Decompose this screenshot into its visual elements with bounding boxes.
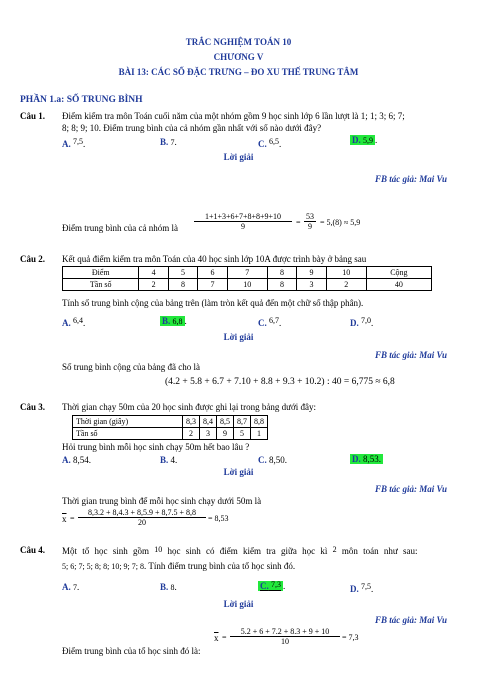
q1-fraction: $\frac{1+1+3+6+7+8+8+9+10}{9}$	[194, 212, 292, 231]
q3-solution-heading: Lời giải	[223, 467, 254, 477]
q1-option-a[interactable]: A. 7,5.	[62, 137, 86, 149]
q1-text-line1: Điểm kiểm tra môn Toán cuối năm của một nhóm gồm 9 học sinh lớp 6 lần lượt là 1; 1; 3; 6; 7;	[62, 111, 405, 121]
q2-text-line1: Kết quả điểm kiểm tra môn Toán của 40 học sinh lớp 10A được trình bày ở bảng sau	[62, 254, 367, 264]
q4-text-line1: Một tổ học sinh gồm 10 học sinh có điểm kiểm tra giữa học kì 2 môn toán như sau:	[62, 545, 418, 556]
q4-solution-text: Điểm trung bình của tổ học sinh đó là:	[62, 646, 201, 656]
q1-author: FB tác giả: Mai Vu	[374, 174, 447, 184]
q2-option-c[interactable]: C. 6,7.	[258, 316, 282, 328]
q4-option-b[interactable]: B. 8.	[160, 582, 177, 592]
chapter-title: CHƯƠNG V	[213, 52, 264, 62]
q2-score-table	[62, 266, 432, 291]
q4-option-a[interactable]: A. 7.	[62, 582, 80, 592]
q3-solution-text: Thời gian trung bình để mỗi học sinh chạy dưới 50m là	[62, 496, 262, 506]
q4-text-line2: 5; 6; 7; 5; 8; 8; 10; 9; 7; 8. Tính điểm trung bình của tổ học sinh đó.	[62, 561, 296, 571]
q1-option-b[interactable]: B. 7.	[160, 137, 177, 147]
doc-title: TRẮC NGHIỆM TOÁN 10	[185, 37, 292, 47]
q2-table-row-score: Điểm 4 5 6 7 8 9 10 Cộng	[63, 267, 432, 279]
q3-table-row-frequency: Tần số 2 3 9 5 1	[73, 428, 268, 440]
q4-author: FB tác giả: Mai Vu	[374, 615, 447, 625]
q4-label: Câu 4.	[20, 545, 46, 555]
q1-option-d-correct[interactable]: D. 5,9 .	[352, 135, 378, 145]
q3-result: = 8,53	[208, 514, 229, 523]
q1-result: = 5,(8) ≈ 5,9	[320, 218, 361, 227]
q4-option-d[interactable]: D. 7,5.	[350, 582, 374, 594]
q1-label: Câu 1.	[20, 111, 46, 121]
q2-solution-heading: Lời giải	[223, 332, 254, 342]
q2-label: Câu 2.	[20, 254, 46, 264]
q3-author: FB tác giả: Mai Vu	[374, 484, 447, 494]
q2-solution-formula: (4.2 + 5.8 + 6.7 + 7.10 + 8.8 + 9.3 + 10.2) : 40 = 6,775 ≈ 6,8	[165, 377, 395, 387]
q4-result: = 7,3	[342, 633, 359, 642]
q4-mean-symbol: $\overline{x}$	[214, 633, 219, 643]
q3-mean-symbol: $\overline{x}$	[62, 514, 67, 524]
q2-author: FB tác giả: Mai Vu	[374, 350, 447, 360]
q3-time-table	[72, 415, 268, 440]
q4-option-c-correct[interactable]: C. 7,3 .	[260, 580, 286, 591]
q3-table-row-time: Thời gian (giây) 8,3 8,4 8,5 8,7 8,8	[73, 416, 268, 428]
q1-fraction-2: $\frac{53}{9}$	[306, 212, 314, 232]
q3-option-a[interactable]: A. 8,54.	[62, 455, 91, 465]
q2-option-b-correct[interactable]: B. 6,8 .	[162, 316, 187, 326]
q2-table-row-frequency: Tần số 2 8 7 10 8 3 2 40	[63, 279, 432, 291]
q3-option-c[interactable]: C. 8,50.	[258, 455, 287, 465]
section-title: PHẦN 1.a: SỐ TRUNG BÌNH	[20, 95, 143, 105]
q1-option-c[interactable]: C. 6,5.	[258, 137, 282, 149]
q1-solution-heading: Lời giải	[223, 152, 254, 162]
q2-solution-text: Số trung bình cộng của bảng đã cho là	[62, 362, 200, 372]
lesson-title: BÀI 13: CÁC SỐ ĐẶC TRƯNG – ĐO XU THẾ TRUNG TÂM	[118, 67, 359, 77]
q4-solution-heading: Lời giải	[223, 599, 254, 609]
q1-text-line2: 8; 8; 9; 10. Điểm trung bình của cả nhóm gần nhất với số nào dưới đây?	[62, 123, 322, 133]
q3-text-line1: Thời gian chạy 50m của 20 học sinh được ghi lại trong bảng dưới đây:	[62, 402, 316, 412]
q2-text-line2: Tính số trung bình cộng của bảng trên (làm tròn kết quả đến một chữ số thập phân).	[62, 298, 364, 308]
q3-option-b[interactable]: B. 4.	[160, 455, 178, 465]
q2-option-d[interactable]: D. 7,0.	[350, 316, 374, 328]
q3-label: Câu 3.	[20, 402, 46, 412]
q3-fraction: $\frac{8,3.2 + 8,4.3 + 8,5.9 + 8,7.5 + 8,8}{20}$	[78, 508, 206, 527]
q3-option-d-correct[interactable]: D. 8,53.	[352, 454, 381, 464]
q1-solution-text: Điểm trung bình của cả nhóm là	[62, 223, 178, 233]
q2-option-a[interactable]: A. 6,4.	[62, 316, 86, 328]
q4-fraction: $\frac{5.2 + 6 + 7.2 + 8.3 + 9 + 10}{10}$	[230, 627, 340, 646]
q3-text-line2: Hỏi trung bình mỗi học sinh chạy 50m hết bao lâu ?	[62, 442, 250, 452]
